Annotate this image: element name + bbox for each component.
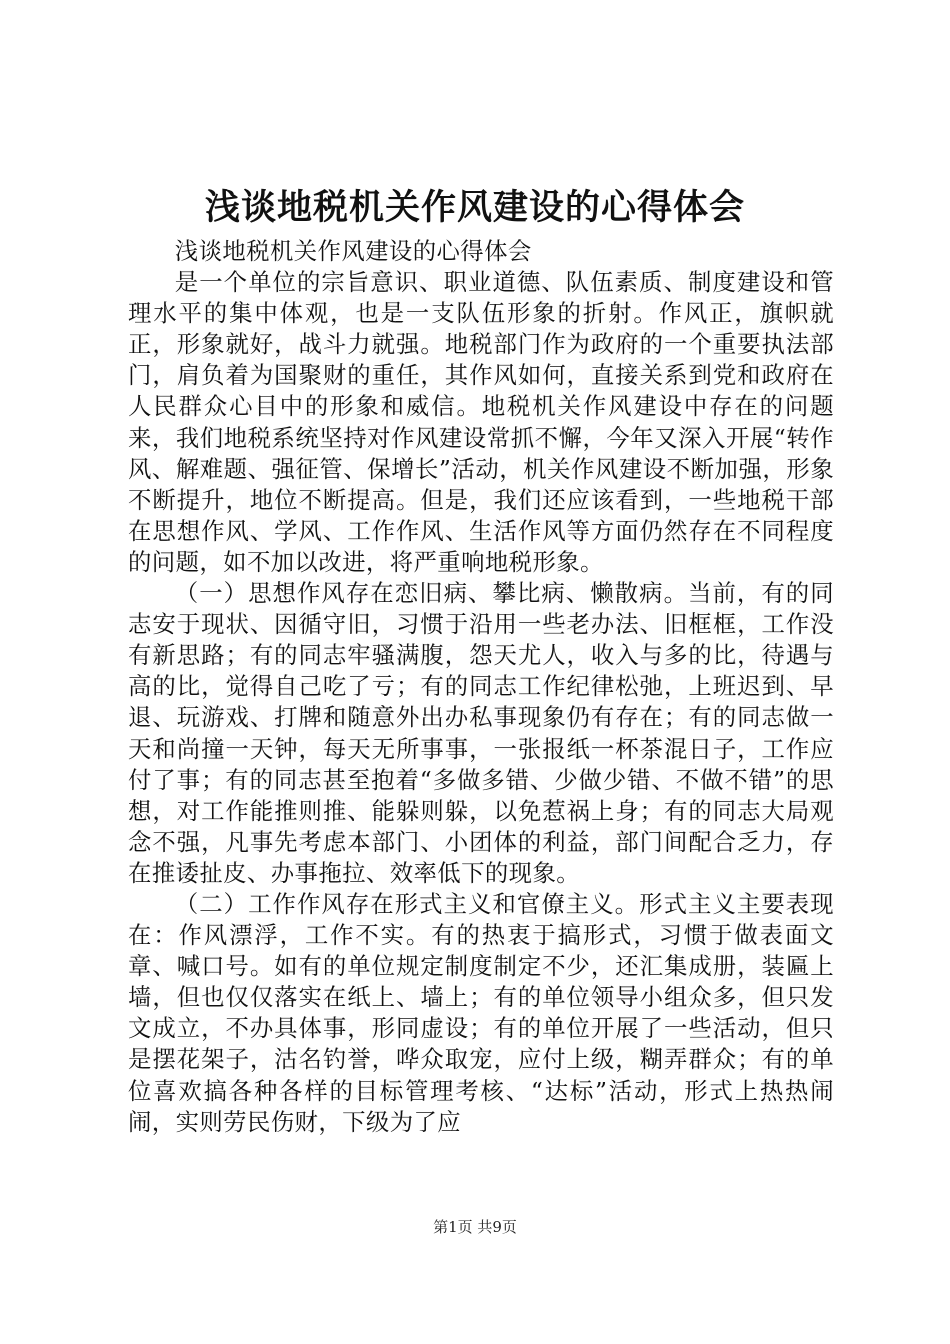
paragraph-intro: 是一个单位的宗旨意识、职业道德、队伍素质、制度建设和管理水平的集中体观，也是一支队伍形象的折射。作风正，旗帜就正，形象就好，战斗力就强。地税部门作为政府的一个重要执法部门，肩负着为国聚财的重任，其作风如何，直接关系到党和政府在人民群众心目中的形象和威信。地税机关作风建设中存在的问题来，我们地税系统坚持对作风建设常抓不懈，今年又深入开展“转作风、解难题、强征管、保增长”活动，机关作风建设不断加强，形象不断提升，地位不断提高。但是，我们还应该看到，一些地税干部在思想作风、学风、工作作风、生活作风等方面仍然存在不同程度的问题，如不加以改进，将严重响地税形象。 — [128, 268, 834, 576]
document-title: 浅谈地税机关作风建设的心得体会 — [204, 187, 745, 228]
document-body — [128, 236, 834, 1138]
paragraph-work-style: （二）工作作风存在形式主义和官僚主义。形式主义主要表现在：作风漂浮，工作不实。有的热衷于搞形式，习惯于做表面文章、喊口号。如有的单位规定制度制定不少，还汇集成册，装匾上墙，但也仅仅落实在纸上、墙上；有的单位领导小组众多，但只发文成立，不办具体事，形同虚设；有的单位开展了一些活动，但只是摆花架子，沽名钓誉，哗众取宠，应付上级，糊弄群众；有的单位喜欢搞各种各样的目标管理考核、“达标”活动，形式上热热闹闹，实则劳民伤财，下级为了应 — [128, 889, 834, 1136]
subtitle-line: 浅谈地税机关作风建设的心得体会 — [174, 237, 532, 265]
paragraph-thinking-style: （一）思想作风存在恋旧病、攀比病、懒散病。当前，有的同志安于现状、因循守旧，习惯于沿用一些老办法、旧框框，工作没有新思路；有的同志牢骚满腹，怨天尤人，收入与多的比，待遇与高的比，觉得自己吃了亏；有的同志工作纪律松弛，上班迟到、早退、玩游戏、打牌和随意外出办私事现象仍有存在；有的同志做一天和尚撞一天钟，每天无所事事，一张报纸一杯茶混日子，工作应付了事；有的同志甚至抱着“多做多错、少做少错、不做不错”的思想，对工作能推则推、能躲则躲，以免惹祸上身；有的同志大局观念不强，凡事先考虑本部门、小团体的利益，部门间配合乏力，存在推诿扯皮、办事拖拉、效率低下的现象。 — [128, 579, 834, 887]
page-footer: 第1页 共9页 — [433, 1218, 517, 1236]
